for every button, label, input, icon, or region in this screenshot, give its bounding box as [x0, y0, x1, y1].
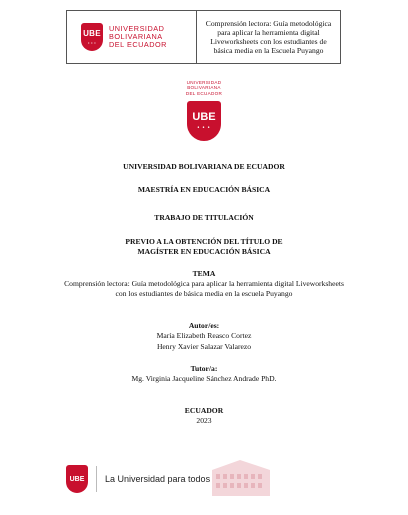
year: 2023: [196, 416, 212, 425]
tutor-label: Tutor/a:: [190, 364, 218, 373]
center-logo-text: UBE: [192, 111, 216, 124]
header-university-name: [109, 25, 167, 49]
footer-divider: [96, 466, 97, 492]
center-univ-line-3: DEL ECUADOR: [185, 90, 223, 96]
theme-line-1: Comprensión lectora: Guía metodológica para aplicar la herramienta digital Liveworksheets: [64, 279, 344, 288]
country: ECUADOR: [184, 406, 224, 415]
header-logo-text: UBE: [83, 29, 101, 38]
header-univ-line-1: UNIVERSIDAD: [109, 24, 165, 33]
program-title: MAESTRÍA EN EDUCACIÓN BÁSICA: [137, 185, 271, 194]
header-univ-line-3: DEL ECUADOR: [109, 40, 167, 49]
center-university-name: [176, 80, 232, 96]
footer-logo-text: UBE: [69, 475, 85, 483]
center-logo: [176, 80, 232, 141]
author-1: María Elizabeth Reasco Cortez: [156, 331, 252, 340]
center-univ-line-1: UNIVERSIDAD: [186, 80, 222, 85]
header-box: [66, 10, 341, 64]
purpose-line-2: MAGÍSTER EN EDUCACIÓN BÁSICA: [137, 247, 271, 256]
footer-slogan: La Universidad para todos: [105, 474, 211, 484]
theme-line-2: con los estudiantes de básica media en la escuela Puyango: [115, 289, 293, 298]
footer-shield-icon: [66, 465, 88, 493]
footer: [66, 461, 346, 497]
header-univ-line-2: BOLIVARIANA: [109, 32, 163, 41]
purpose-line-1: PREVIO A LA OBTENCIÓN DEL TÍTULO DE: [125, 237, 283, 246]
ube-big-shield-icon: UBE • • •: [187, 101, 221, 141]
university-title: UNIVERSIDAD BOLIVARIANA DE ECUADOR: [123, 162, 285, 171]
authors-label: Autor/es:: [188, 321, 220, 330]
header-logo: [67, 11, 197, 63]
tutor-name: Mg. Virginia Jacqueline Sánchez Andrade PhD.: [131, 374, 277, 383]
author-2: Henry Xavier Salazar Valarezo: [156, 342, 252, 351]
ube-shield-icon: UBE • • •: [81, 23, 103, 51]
header-doc-title: Comprensión lectora: Guía metodológica para aplicar la herramienta digital Liveworksheets con los estudiantes de básica media en la Escuela Puyango: [205, 19, 332, 55]
theme-label: TEMA: [192, 269, 216, 278]
center-univ-line-2: BOLIVARIANA: [187, 85, 221, 91]
work-type: TRABAJO DE TITULACIÓN: [154, 213, 254, 222]
